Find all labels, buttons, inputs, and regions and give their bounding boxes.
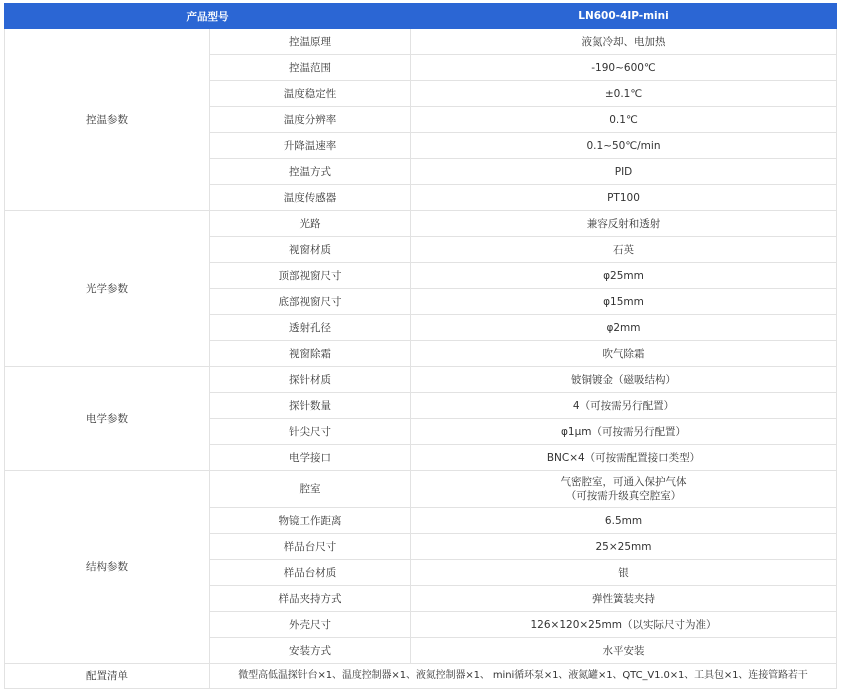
param-name: 底部视窗尺寸 — [210, 289, 411, 315]
param-name: 温度传感器 — [210, 185, 411, 211]
param-value: 6.5mm — [411, 508, 837, 534]
param-value: ±0.1℃ — [411, 81, 837, 107]
param-value: 石英 — [411, 237, 837, 263]
param-name: 探针数量 — [210, 393, 411, 419]
param-name: 电学接口 — [210, 445, 411, 471]
param-name: 控温范围 — [210, 55, 411, 81]
param-name: 透射孔径 — [210, 315, 411, 341]
param-value: PT100 — [411, 185, 837, 211]
param-value: 25×25mm — [411, 534, 837, 560]
table-row — [5, 29, 837, 55]
param-value: 水平安装 — [411, 638, 837, 664]
param-name: 控温方式 — [210, 159, 411, 185]
param-name: 光路 — [210, 211, 411, 237]
header-model-value: LN600-4IP-mini — [411, 4, 837, 29]
param-value: 0.1~50℃/min — [411, 133, 837, 159]
table-row — [5, 211, 837, 237]
param-value: BNC×4（可按需配置接口类型） — [411, 445, 837, 471]
param-value: 弹性簧装夹持 — [411, 586, 837, 612]
param-value: φ2mm — [411, 315, 837, 341]
param-value: φ25mm — [411, 263, 837, 289]
param-value: 铍铜镀金（磁吸结构） — [411, 367, 837, 393]
param-name: 样品台尺寸 — [210, 534, 411, 560]
param-name: 顶部视窗尺寸 — [210, 263, 411, 289]
param-value: 0.1℃ — [411, 107, 837, 133]
config-value: 微型高低温探针台×1、温度控制器×1、液氮控制器×1、 mini循环泵×1、液氮罐×1、QTC_V1.0×1、工具包×1、连接管路若干 — [210, 664, 837, 689]
param-name: 视窗除霜 — [210, 341, 411, 367]
param-value: φ1μm（可按需另行配置） — [411, 419, 837, 445]
table-row-config — [5, 664, 837, 689]
table-row — [5, 367, 837, 393]
param-value: PID — [411, 159, 837, 185]
param-value: 4（可按需另行配置） — [411, 393, 837, 419]
group-label-structure: 结构参数 — [5, 471, 210, 664]
param-value: 126×120×25mm（以实际尺寸为准） — [411, 612, 837, 638]
param-value: 吹气除霜 — [411, 341, 837, 367]
param-name: 控温原理 — [210, 29, 411, 55]
param-name: 样品台材质 — [210, 560, 411, 586]
param-name: 针尖尺寸 — [210, 419, 411, 445]
header-model-label: 产品型号 — [5, 4, 411, 29]
param-name: 样品夹持方式 — [210, 586, 411, 612]
group-label-optical: 光学参数 — [5, 211, 210, 367]
param-value: -190~600℃ — [411, 55, 837, 81]
group-label-temperature: 控温参数 — [5, 29, 210, 211]
param-name: 外壳尺寸 — [210, 612, 411, 638]
table-header-row — [5, 4, 837, 29]
param-name: 升降温速率 — [210, 133, 411, 159]
param-value: 银 — [411, 560, 837, 586]
param-name: 安装方式 — [210, 638, 411, 664]
param-value: 气密腔室，可通入保护气体 （可按需升级真空腔室） — [411, 471, 837, 508]
param-value: 液氮冷却、电加热 — [411, 29, 837, 55]
param-value: φ15mm — [411, 289, 837, 315]
group-label-electrical: 电学参数 — [5, 367, 210, 471]
param-name: 探针材质 — [210, 367, 411, 393]
param-name: 物镜工作距离 — [210, 508, 411, 534]
spec-table — [4, 3, 837, 689]
param-value: 兼容反射和透射 — [411, 211, 837, 237]
param-name: 温度分辨率 — [210, 107, 411, 133]
param-name: 腔室 — [210, 471, 411, 508]
param-name: 温度稳定性 — [210, 81, 411, 107]
config-label: 配置清单 — [5, 664, 210, 689]
table-row — [5, 471, 837, 508]
param-name: 视窗材质 — [210, 237, 411, 263]
